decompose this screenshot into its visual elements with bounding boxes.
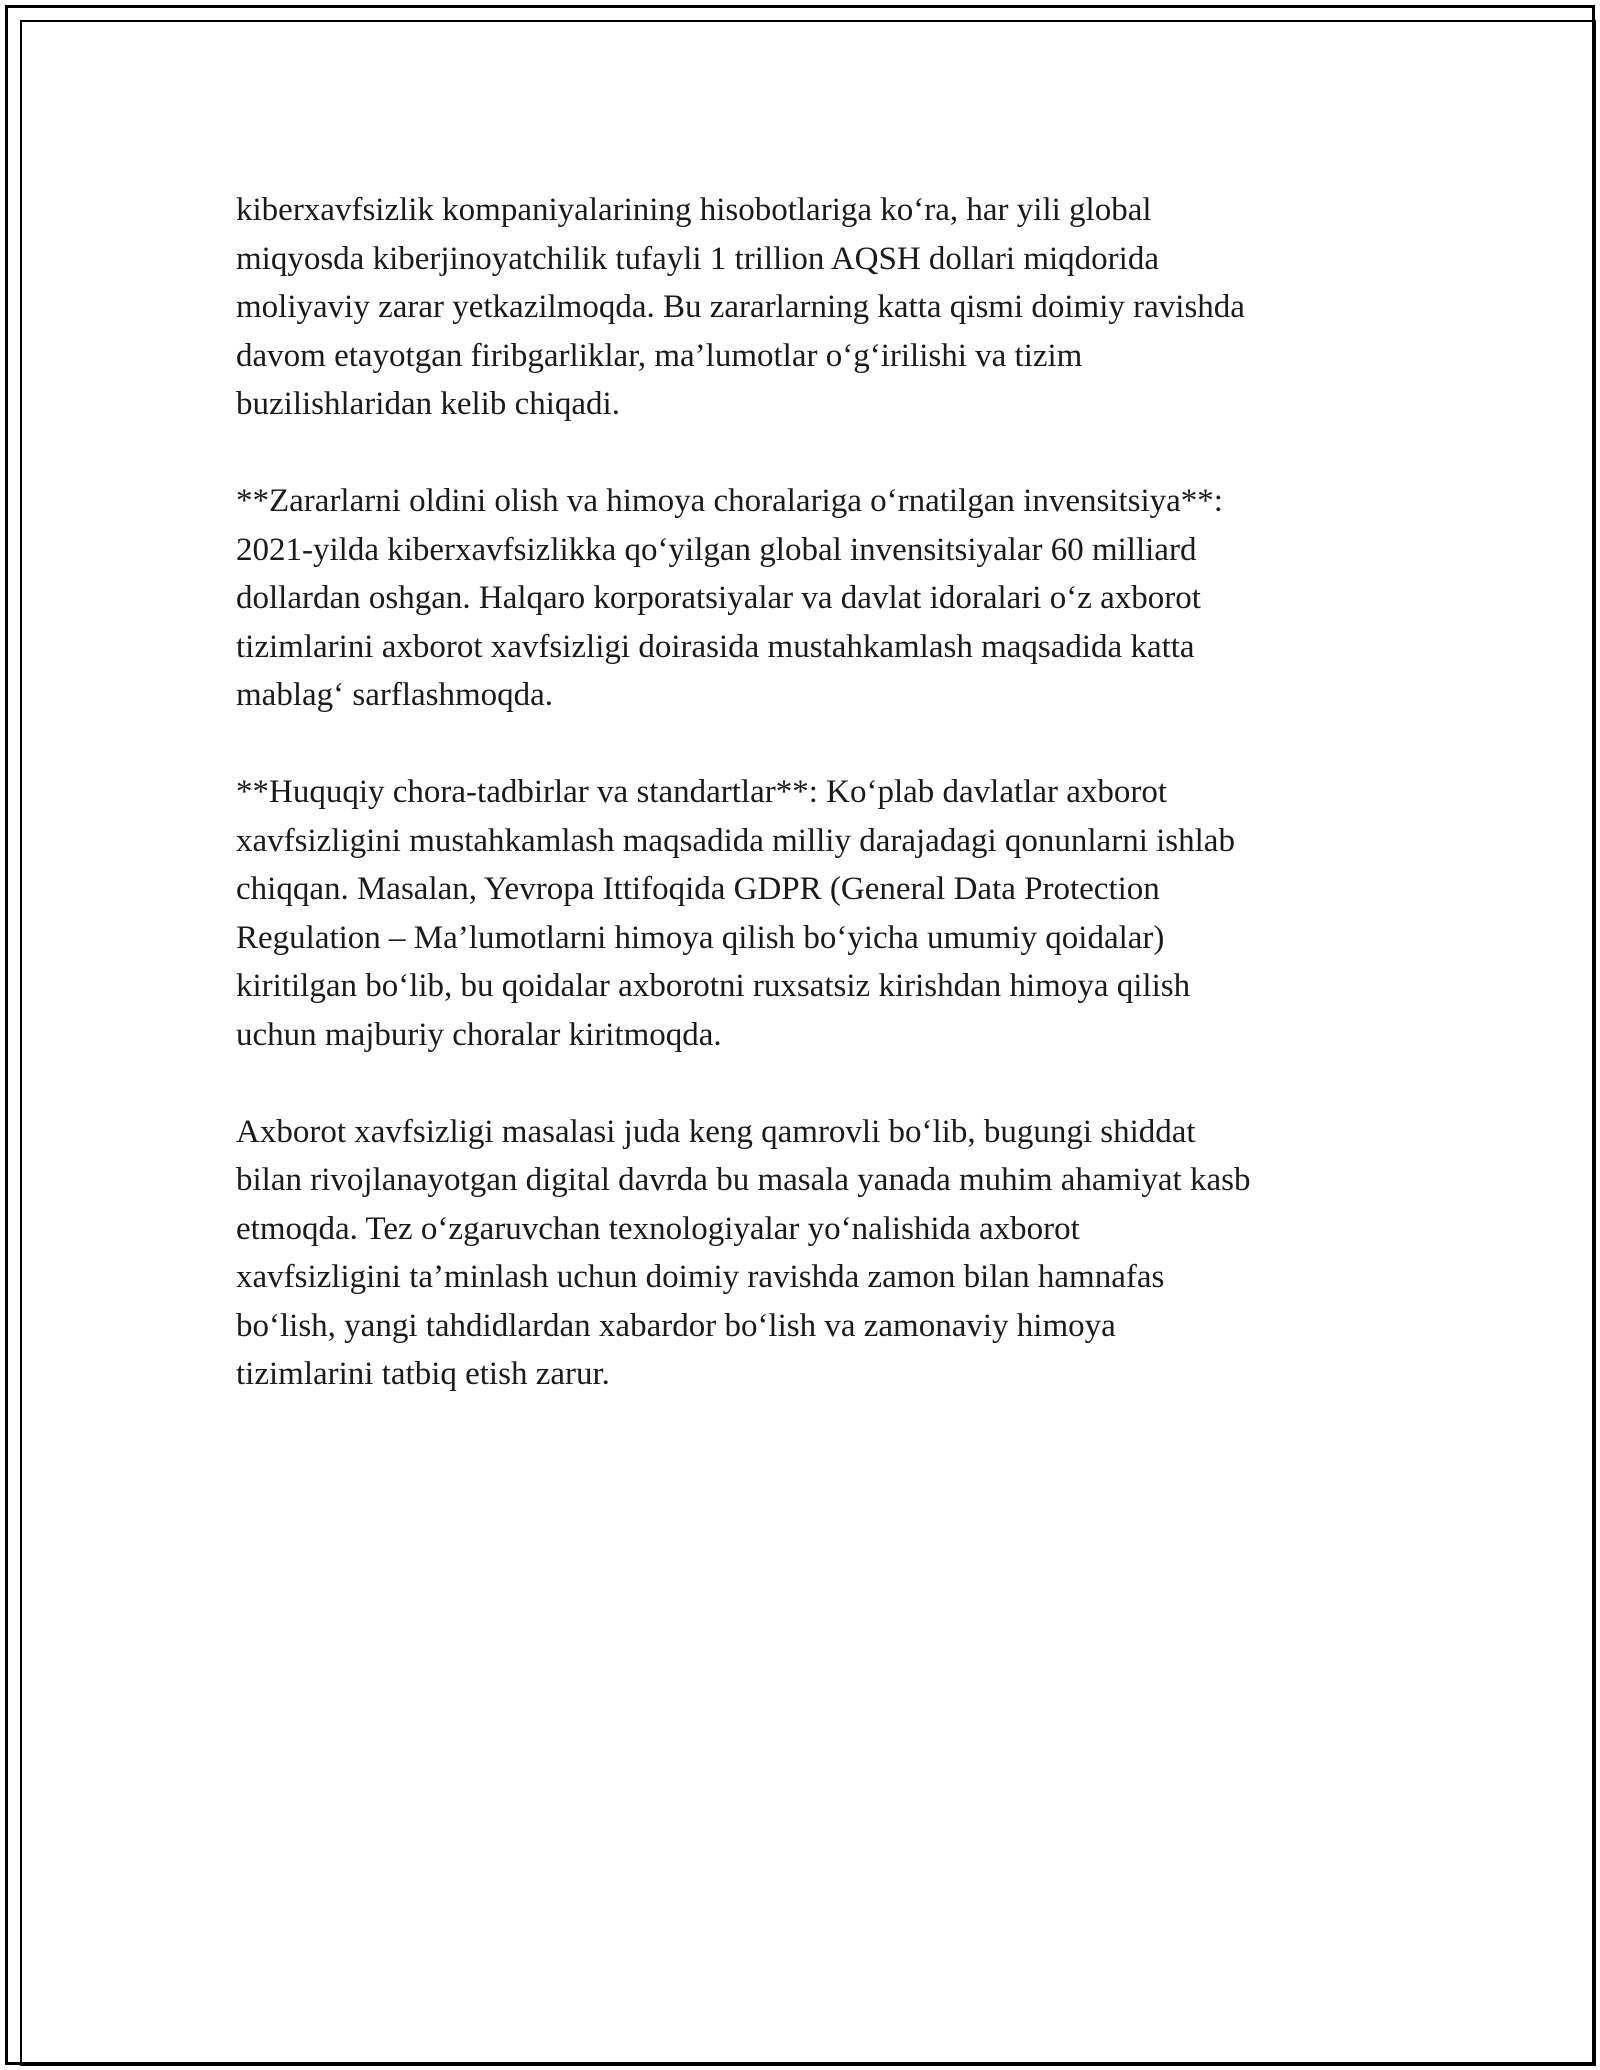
text-line: moliyaviy zarar yetkazilmoqda. Bu zararlarning katta qismi doimiy ravishda: [236, 289, 1245, 325]
text-line: Regulation – Ma’lumotlarni himoya qilish boʻyicha umumiy qoidalar): [236, 919, 1165, 956]
text-line: mablagʻ sarflashmoqda.: [236, 677, 554, 713]
text-line: buzilishlaridan kelib chiqadi.: [236, 386, 620, 422]
paragraph-legal-measures: [236, 768, 1376, 1059]
text-line: tizimlarini tatbiq etish zarur.: [236, 1356, 610, 1392]
text-line: chiqqan. Masalan, Yevropa Ittifoqida GDPR (General Data Protection: [236, 871, 1160, 907]
text-line: xavfsizligini ta’minlash uchun doimiy ravishda zamon bilan hamnafas: [236, 1259, 1165, 1295]
text-line: xavfsizligini mustahkamlash maqsadida milliy darajadagi qonunlarni ishlab: [236, 822, 1235, 859]
text-line: **Zararlarni oldini olish va himoya choralariga oʻrnatilgan invensitsiya**:: [236, 483, 1223, 519]
text-line: Axborot xavfsizligi masalasi juda keng qamrovli boʻlib, bugungi shiddat: [236, 1113, 1196, 1150]
text-line: boʻlish, yangi tahdidlardan xabardor boʻlish va zamonaviy himoya: [236, 1307, 1116, 1344]
text-line: dollardan oshgan. Halqaro korporatsiyalar va davlat idoralari oʻz axborot: [236, 580, 1201, 616]
text-line: 2021-yilda kiberxavfsizlikka qoʻyilgan global invensitsiyalar 60 milliard: [236, 531, 1197, 568]
paragraph-security-investment: [236, 477, 1376, 720]
text-line: kiritilgan boʻlib, bu qoidalar axborotni ruxsatsiz kirishdan himoya qilish: [236, 968, 1191, 1004]
text-line: etmoqda. Tez oʻzgaruvchan texnologiyalar yoʻnalishida axborot: [236, 1210, 1080, 1247]
paragraph-conclusion: [236, 1108, 1376, 1399]
text-line: kiberxavfsizlik kompaniyalarining hisobotlariga koʻra, har yili global: [236, 192, 1152, 228]
text-line: tizimlarini axborot xavfsizligi doirasida mustahkamlash maqsadida katta: [236, 628, 1195, 665]
text-line: davom etayotgan firibgarliklar, ma’lumotlar oʻgʻirilishi va tizim: [236, 337, 1083, 374]
text-line: bilan rivojlanayotgan digital davrda bu masala yanada muhim ahamiyat kasb: [236, 1162, 1251, 1198]
text-line: uchun majburiy choralar kiritmoqda.: [236, 1016, 722, 1053]
text-line: miqyosda kiberjinoyatchilik tufayli 1 trillion AQSH dollari miqdorida: [236, 240, 1159, 277]
document-body: [236, 186, 1376, 1447]
text-line: **Huquqiy chora-tadbirlar va standartlar**: Koʻplab davlatlar axborot: [236, 774, 1168, 810]
paragraph-cybercrime-losses: [236, 186, 1376, 429]
